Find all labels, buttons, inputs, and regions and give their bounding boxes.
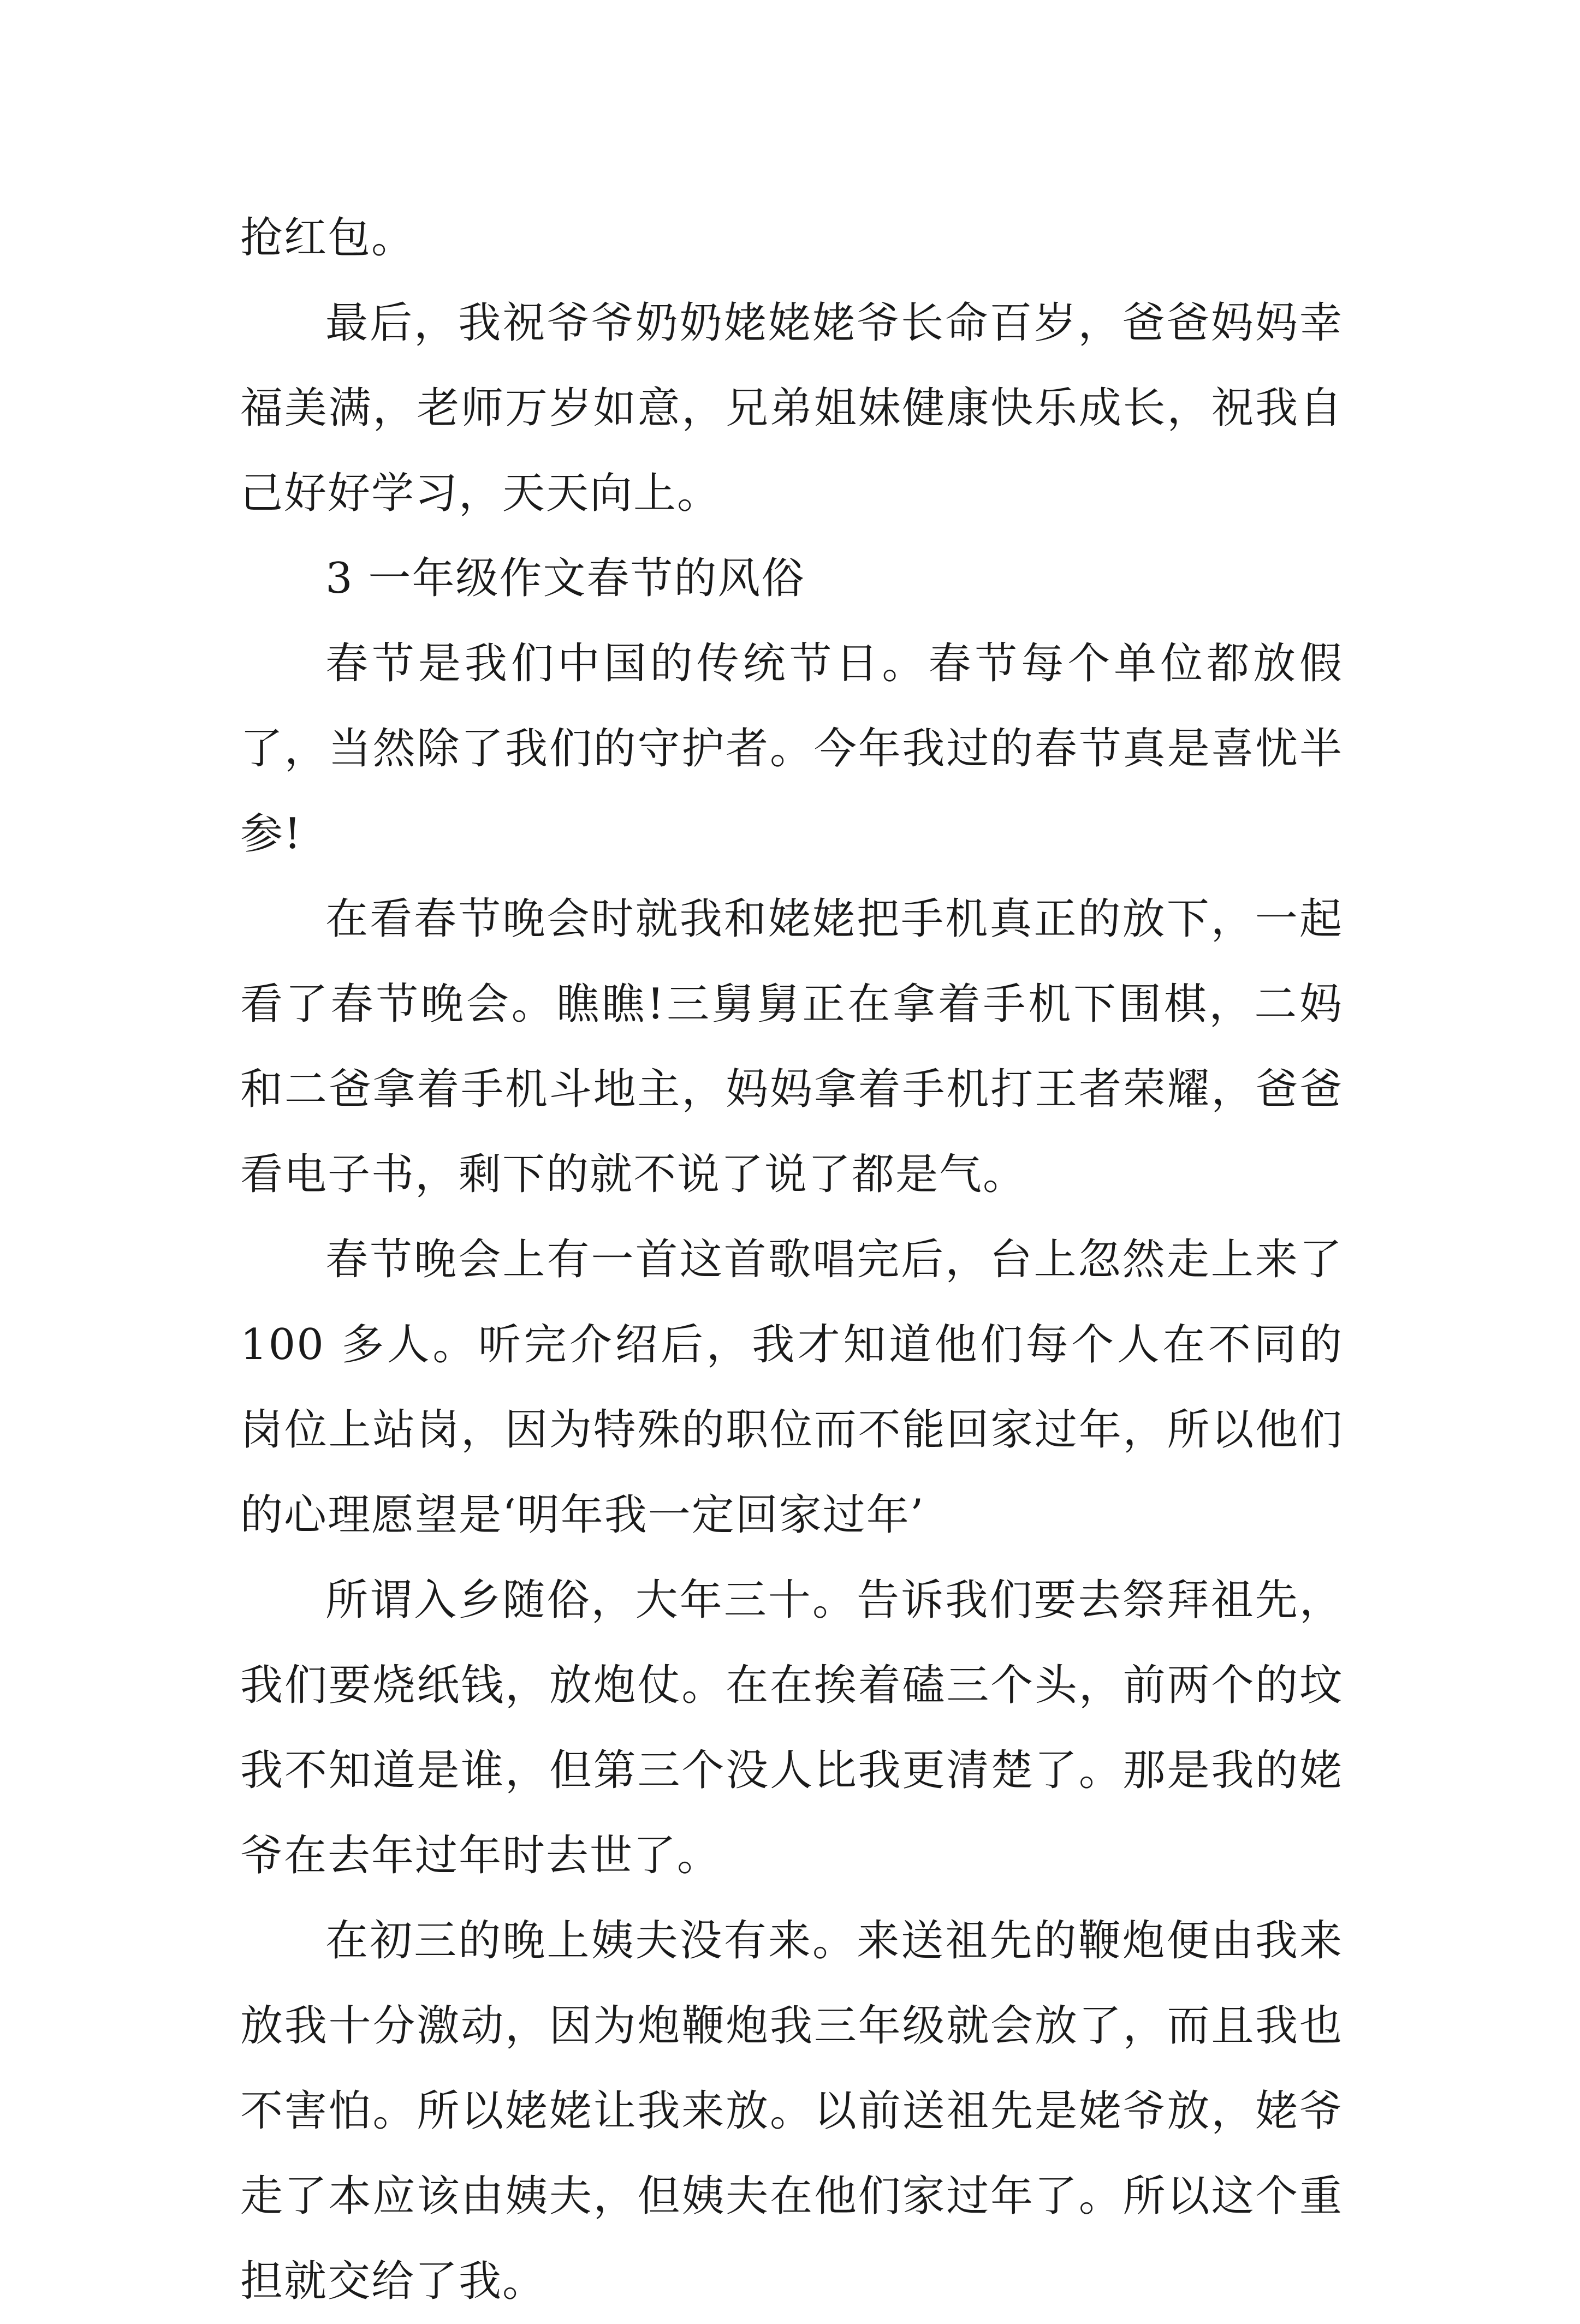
paragraph-3: 春节是我们中国的传统节日。春节每个单位都放假了，当然除了我们的守护者。今年我过的春节真是喜忧半参! <box>240 639 1343 859</box>
paragraph-1: 抢红包。 <box>240 213 415 263</box>
paragraph-7: 在初三的晚上姨夫没有来。来送祖先的鞭炮便由我来放我十分激动，因为炮鞭炮我三年级就会放了，而且我也不害怕。所以姥姥让我来放。以前送祖先是姥爷放，姥爷走了本应该由姨夫，但姨夫在他们家过年了。所以这个重担就交给了我。 <box>240 1916 1343 2306</box>
paragraph-4: 在看春节晚会时就我和姥姥把手机真正的放下，一起看了春节晚会。瞧瞧!三舅舅正在拿着手机下围棋，二妈和二爸拿着手机斗地主，妈妈拿着手机打王者荣耀，爸爸看电子书，剩下的就不说了说了都是气。 <box>240 895 1343 1199</box>
document-body <box>240 195 1343 2324</box>
paragraph-2: 最后，我祝爷爷奶奶姥姥姥爷长命百岁，爸爸妈妈幸福美满，老师万岁如意，兄弟姐妹健康快乐成长，祝我自己好好学习，天天向上。 <box>240 299 1343 518</box>
paragraph-6: 所谓入乡随俗，大年三十。告诉我们要去祭拜祖先，我们要烧纸钱，放炮仗。在在挨着磕三个头，前两个的坟我不知道是谁，但第三个没人比我更清楚了。那是我的姥爷在去年过年时去世了。 <box>240 1576 1343 1880</box>
paragraph-5: 春节晚会上有一首这首歌唱完后，台上忽然走上来了 100 多人。听完介绍后，我才知道他们每个人在不同的岗位上站岗，因为特殊的职位而不能回家过年，所以他们的心理愿望是‘明年我一定回家过年’ <box>240 1235 1343 1540</box>
section-heading: 3 一年级作文春节的风俗 <box>325 554 805 603</box>
